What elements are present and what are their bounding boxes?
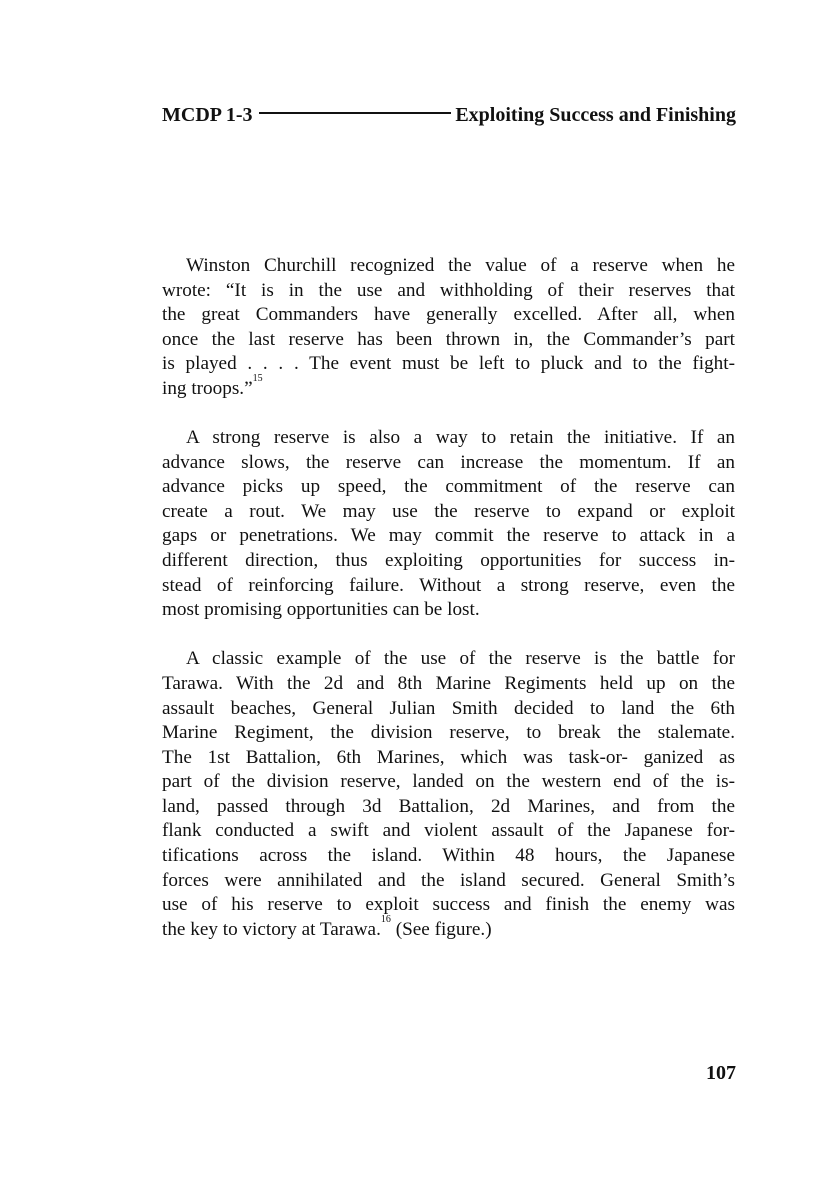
paragraph: [162, 254, 735, 402]
line-text: stead of reinforcing failure. Without a strong reserve, even the: [162, 574, 735, 596]
line-text: land, passed through 3d Battalion, 2d Marines, and from the: [162, 795, 735, 817]
line-text: tifications across the island. Within 48 hours, the Japanese: [162, 845, 735, 867]
line-text: the great Commanders have generally excelled. After all, when: [162, 304, 735, 326]
line-text: the key to victory at Tarawa.: [162, 918, 381, 940]
line-text: Marine Regiment, the division reserve, to break the stalemate.: [162, 722, 735, 744]
line-text: The 1st Battalion, 6th Marines, which was task-or- ganized as: [162, 746, 735, 768]
text-line: [162, 869, 735, 894]
line-text: ing troops.”: [162, 377, 253, 399]
text-line: [162, 647, 735, 672]
line-text: once the last reserve has been thrown in, the Commander’s part: [162, 328, 735, 350]
text-line: [162, 770, 735, 795]
text-line: [162, 352, 735, 377]
text-line: [162, 746, 735, 771]
text-line: [162, 426, 735, 451]
line-text: part of the division reserve, landed on the western end of the is-: [162, 771, 735, 793]
footnote-reference: 15: [252, 372, 263, 384]
line-text: Winston Churchill recognized the value of a reserve when he: [186, 255, 735, 276]
text-line: [162, 475, 735, 500]
text-line: [162, 372, 735, 402]
line-text: wrote: “It is in the use and withholding of their reserves that: [162, 279, 735, 301]
text-line: [162, 279, 735, 304]
text-line: [162, 672, 735, 697]
text-line: [162, 549, 735, 574]
line-text: forces were annihilated and the island secured. General Smith’s: [162, 869, 735, 891]
running-header: [162, 100, 736, 130]
text-line: [162, 500, 735, 525]
line-text: use of his reserve to exploit success and finish the enemy was: [162, 894, 735, 916]
text-line: [162, 697, 735, 722]
line-text-after: (See figure.): [390, 918, 492, 940]
line-text: flank conducted a swift and violent assault of the Japanese for-: [162, 820, 735, 842]
line-text: most promising opportunities can be lost.: [162, 599, 480, 621]
line-text: Tarawa. With the 2d and 8th Marine Regiments held up on the: [162, 672, 735, 694]
line-text: A strong reserve is also a way to retain the initiative. If an: [186, 427, 735, 449]
line-text: create a rout. We may use the reserve to expand or exploit: [162, 500, 735, 522]
line-text: advance slows, the reserve can increase the momentum. If an: [162, 451, 735, 473]
body-text: [162, 254, 735, 967]
text-line: [162, 524, 735, 549]
line-text: advance picks up speed, the commitment of the reserve can: [162, 476, 735, 498]
text-line: [162, 795, 735, 820]
footnote-reference: 16: [380, 913, 391, 925]
text-line: [162, 893, 735, 918]
paragraph: [162, 426, 735, 623]
line-text: gaps or penetrations. We may commit the reserve to attack in a: [162, 525, 735, 547]
header-rule: [259, 112, 452, 114]
text-line: [162, 721, 735, 746]
text-line: [162, 598, 735, 623]
text-line: [162, 574, 735, 599]
text-line: [162, 328, 735, 353]
line-text: assault beaches, General Julian Smith decided to land the 6th: [162, 697, 735, 719]
line-text: different direction, thus exploiting opportunities for success in-: [162, 550, 735, 572]
header-chapter-title: Exploiting Success and Finishing: [455, 103, 736, 126]
header-publication-id: MCDP 1-3: [162, 103, 253, 126]
text-line: [162, 844, 735, 869]
text-line: [162, 254, 735, 279]
text-line: [162, 451, 735, 476]
paragraph: [162, 647, 735, 942]
line-text: is played . . . . The event must be left to pluck and to the fight-: [162, 353, 735, 375]
page-number: 107: [706, 1062, 736, 1084]
line-text: A classic example of the use of the reserve is the battle for: [186, 648, 735, 670]
text-line: [162, 913, 735, 943]
text-line: [162, 819, 735, 844]
text-line: [162, 303, 735, 328]
